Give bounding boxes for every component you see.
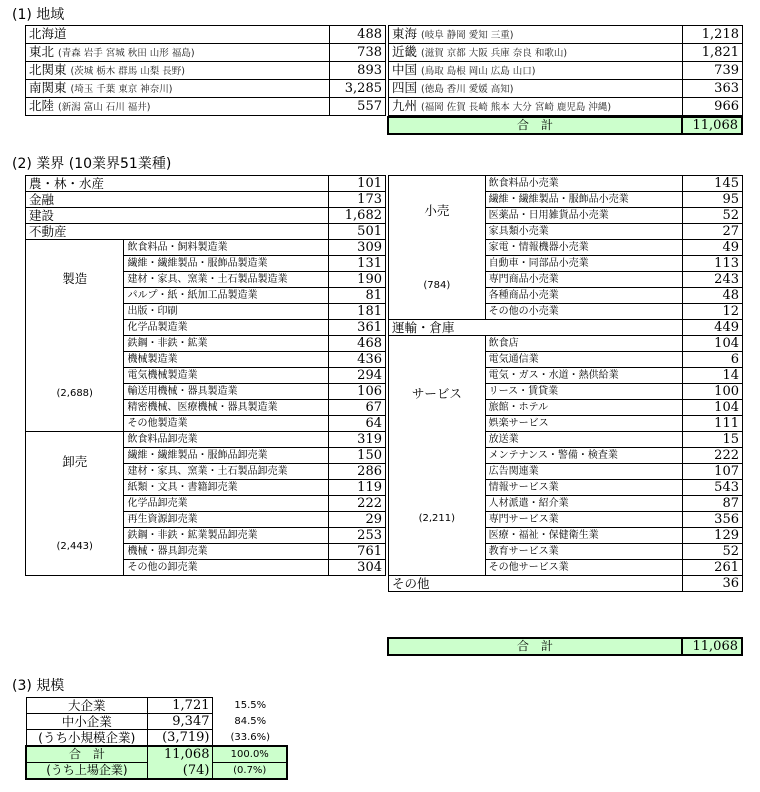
scale-name: 大企業 xyxy=(26,698,147,714)
industry-sub-name: 旅館・ホテル xyxy=(485,400,683,416)
region-name-cell xyxy=(26,26,330,44)
industry-sub-value: 14 xyxy=(683,368,743,384)
scale-pct: 15.5% xyxy=(234,700,267,711)
industry-value: 101 xyxy=(329,176,386,192)
industry-value: 501 xyxy=(329,224,386,240)
scale-value: 9,347 xyxy=(147,714,213,730)
region-name-cell xyxy=(26,80,330,98)
region-value: 3,285 xyxy=(330,80,386,98)
industry-sub-value: 222 xyxy=(329,496,386,512)
industry-sub-name: 飲食料品卸売業 xyxy=(124,432,329,448)
industry-sub-value: 100 xyxy=(683,384,743,400)
region-name-cell xyxy=(389,26,683,44)
industry-sub-value: 222 xyxy=(683,448,743,464)
scale-listed-value: (74) xyxy=(147,763,213,780)
group-name: 小売 xyxy=(424,202,450,218)
scale-listed-row xyxy=(26,763,287,780)
industry-subrow xyxy=(389,336,743,352)
industry-sub-name: 娯楽サービス xyxy=(485,416,683,432)
industry-value: 449 xyxy=(683,320,743,336)
industry-sub-name: 医薬品・日用雑貨品小売業 xyxy=(485,208,683,224)
industry-sub-value: 95 xyxy=(683,192,743,208)
region-value: 488 xyxy=(330,26,386,44)
industry-value: 1,682 xyxy=(329,208,386,224)
region-detail: (岐阜 静岡 愛知 三重) xyxy=(421,30,514,41)
industry-sub-name: リース・賃貸業 xyxy=(485,384,683,400)
industry-sub-name: 飲食料品・飼料製造業 xyxy=(124,240,329,256)
industry-subrow xyxy=(389,176,743,192)
scale-pct: 84.5% xyxy=(234,716,267,727)
industry-sub-value: 64 xyxy=(329,416,386,432)
industry-sub-name: 機械製造業 xyxy=(124,352,329,368)
industry-sub-value: 190 xyxy=(329,272,386,288)
region-name-cell xyxy=(389,44,683,62)
group-count: (2,688) xyxy=(56,387,93,399)
industry-table-right xyxy=(388,175,743,592)
industry-sub-name: 鉄鋼・非鉄・鉱業製品卸売業 xyxy=(124,528,329,544)
industry-sub-value: 361 xyxy=(329,320,386,336)
region-row xyxy=(26,98,386,116)
industry-sub-value: 52 xyxy=(683,544,743,560)
industry-sub-value: 436 xyxy=(329,352,386,368)
region-value: 739 xyxy=(683,62,743,80)
group-count: (2,211) xyxy=(418,512,456,524)
industry-sub-name: 広告関連業 xyxy=(485,464,683,480)
region-name: 南関東 xyxy=(29,80,67,95)
industry-row xyxy=(389,576,743,592)
region-name: 北海道 xyxy=(29,26,67,41)
industry-sub-name: 精密機械、医療機械・器具製造業 xyxy=(124,400,329,416)
region-name-cell xyxy=(389,62,683,80)
region-table-right xyxy=(388,25,743,116)
region-name-cell xyxy=(26,98,330,116)
industry-sub-name: 鉄鋼・非鉄・鉱業 xyxy=(124,336,329,352)
scale-pct: (33.6%) xyxy=(230,731,271,743)
region-name: 北陸 xyxy=(29,98,55,113)
industry-sub-value: 129 xyxy=(683,528,743,544)
industry-sub-name: 繊維・繊維製品・服飾品卸売業 xyxy=(124,448,329,464)
scale-listed-name: (うち上場企業) xyxy=(26,763,147,780)
scale-section-title: (3) 規模 xyxy=(12,678,65,694)
industry-sub-value: 52 xyxy=(683,208,743,224)
industry-value: 173 xyxy=(329,192,386,208)
region-detail: (青森 岩手 宮城 秋田 山形 福島) xyxy=(58,48,195,59)
scale-name: 中小企業 xyxy=(26,714,147,730)
industry-sub-value: 27 xyxy=(683,224,743,240)
industry-sub-name: パルプ・紙・紙加工品製造業 xyxy=(124,288,329,304)
industry-sub-value: 286 xyxy=(329,464,386,480)
industry-sub-name: 紙類・文具・書籍卸売業 xyxy=(124,480,329,496)
industry-sub-value: 106 xyxy=(329,384,386,400)
industry-sub-value: 319 xyxy=(329,432,386,448)
region-name: 中国 xyxy=(392,62,418,77)
industry-sub-value: 243 xyxy=(683,272,743,288)
scale-table xyxy=(25,697,288,780)
industry-sub-name: 情報サービス業 xyxy=(485,480,683,496)
industry-sub-value: 356 xyxy=(683,512,743,528)
industry-sub-name: 建材・家具、窯業・土石製品卸売業 xyxy=(124,464,329,480)
industry-row xyxy=(26,224,386,240)
industry-sub-name: 化学品卸売業 xyxy=(124,496,329,512)
industry-sub-name: 電気機械製造業 xyxy=(124,368,329,384)
industry-sub-name: 各種商品小売業 xyxy=(485,288,683,304)
region-name-cell xyxy=(389,80,683,98)
region-name-cell xyxy=(26,44,330,62)
industry-sub-value: 253 xyxy=(329,528,386,544)
region-row xyxy=(389,62,743,80)
industry-sub-value: 111 xyxy=(683,416,743,432)
industry-sub-name: 電気・ガス・水道・熱供給業 xyxy=(485,368,683,384)
industry-group-retail xyxy=(389,176,486,320)
region-detail: (鳥取 島根 岡山 広島 山口) xyxy=(421,66,536,77)
region-detail: (茨城 栃木 群馬 山梨 長野) xyxy=(70,66,186,77)
industry-sub-name: 飲食店 xyxy=(485,336,683,352)
region-row xyxy=(389,80,743,98)
industry-sub-name: メンテナンス・警備・検査業 xyxy=(485,448,683,464)
industry-sub-name: その他製造業 xyxy=(124,416,329,432)
industry-sub-name: 建材・家具、窯業・土石製品製造業 xyxy=(124,272,329,288)
industry-group-service xyxy=(389,336,486,576)
industry-sub-name: 教育サービス業 xyxy=(485,544,683,560)
region-name-cell xyxy=(26,62,330,80)
industry-section-title: (2) 業界 (10業界51業種) xyxy=(12,156,172,172)
industry-sub-value: 761 xyxy=(329,544,386,560)
region-row xyxy=(389,98,743,116)
industry-total-label: 合 計 xyxy=(388,638,682,655)
region-detail: (埼玉 千葉 東京 神奈川) xyxy=(70,84,173,95)
industry-sub-value: 12 xyxy=(683,304,743,320)
industry-table-left xyxy=(25,175,386,576)
industry-row xyxy=(26,192,386,208)
industry-name: その他 xyxy=(389,576,683,592)
region-value: 738 xyxy=(330,44,386,62)
region-table-left xyxy=(25,25,386,116)
industry-sub-name: 家電・情報機器小売業 xyxy=(485,240,683,256)
region-value: 893 xyxy=(330,62,386,80)
industry-sub-value: 309 xyxy=(329,240,386,256)
region-value: 363 xyxy=(683,80,743,98)
industry-sub-name: 機械・器具卸売業 xyxy=(124,544,329,560)
region-name: 近畿 xyxy=(392,44,418,59)
region-value: 966 xyxy=(683,98,743,116)
industry-row xyxy=(26,176,386,192)
region-name: 四国 xyxy=(392,80,418,95)
industry-sub-name: 輸送用機械・器具製造業 xyxy=(124,384,329,400)
region-row xyxy=(26,62,386,80)
industry-sub-value: 150 xyxy=(329,448,386,464)
scale-value: (3,719) xyxy=(147,730,213,747)
industry-sub-name: その他の卸売業 xyxy=(124,560,329,576)
scale-value: 1,721 xyxy=(147,698,213,714)
industry-value: 36 xyxy=(683,576,743,592)
industry-sub-name: 医療・福祉・保健衛生業 xyxy=(485,528,683,544)
industry-sub-name: 繊維・繊維製品・服飾品小売業 xyxy=(485,192,683,208)
scale-total-row xyxy=(26,746,287,763)
industry-sub-value: 104 xyxy=(683,400,743,416)
region-value: 1,218 xyxy=(683,26,743,44)
industry-name: 不動産 xyxy=(26,224,329,240)
industry-sub-name: 自動車・同部品小売業 xyxy=(485,256,683,272)
industry-sub-value: 145 xyxy=(683,176,743,192)
industry-sub-value: 304 xyxy=(329,560,386,576)
industry-group-wholesale xyxy=(26,432,124,576)
region-section-title: (1) 地域 xyxy=(12,7,65,23)
industry-sub-name: 化学品製造業 xyxy=(124,320,329,336)
industry-sub-value: 81 xyxy=(329,288,386,304)
region-total-table xyxy=(387,116,743,135)
industry-sub-name: 飲食料品小売業 xyxy=(485,176,683,192)
industry-sub-name: 出版・印刷 xyxy=(124,304,329,320)
industry-subrow xyxy=(26,432,386,448)
region-name: 北関東 xyxy=(29,62,67,77)
industry-sub-value: 15 xyxy=(683,432,743,448)
scale-row xyxy=(26,714,287,730)
industry-sub-name: その他の小売業 xyxy=(485,304,683,320)
region-row xyxy=(389,26,743,44)
region-value: 557 xyxy=(330,98,386,116)
industry-sub-value: 543 xyxy=(683,480,743,496)
industry-sub-value: 181 xyxy=(329,304,386,320)
industry-sub-name: 人材派遣・紹介業 xyxy=(485,496,683,512)
industry-sub-name: 電気通信業 xyxy=(485,352,683,368)
region-detail: (新潟 富山 石川 福井) xyxy=(58,102,151,113)
industry-sub-name: 専門サービス業 xyxy=(485,512,683,528)
industry-sub-name: 放送業 xyxy=(485,432,683,448)
industry-sub-value: 104 xyxy=(683,336,743,352)
industry-total-value: 11,068 xyxy=(682,638,742,655)
industry-sub-value: 29 xyxy=(329,512,386,528)
scale-row xyxy=(26,698,287,714)
region-value: 1,821 xyxy=(683,44,743,62)
region-name-cell xyxy=(389,98,683,116)
region-detail: (徳島 香川 愛媛 高知) xyxy=(421,84,514,95)
region-name: 東北 xyxy=(29,44,55,59)
industry-sub-name: 繊維・繊維製品・服飾品製造業 xyxy=(124,256,329,272)
industry-subrow xyxy=(26,240,386,256)
industry-name: 農・林・水産 xyxy=(26,176,329,192)
scale-total-name: 合 計 xyxy=(26,746,147,763)
industry-name: 建設 xyxy=(26,208,329,224)
region-row xyxy=(26,80,386,98)
region-row xyxy=(389,44,743,62)
region-detail: (福岡 佐賀 長崎 熊本 大分 宮崎 鹿児島 沖縄) xyxy=(421,102,612,113)
industry-sub-name: 再生資源卸売業 xyxy=(124,512,329,528)
group-count: (2,443) xyxy=(56,540,93,552)
industry-sub-value: 49 xyxy=(683,240,743,256)
scale-total-pct: 100.0% xyxy=(213,746,287,763)
industry-sub-name: その他サービス業 xyxy=(485,560,683,576)
group-name: 卸売 xyxy=(62,453,88,469)
industry-sub-value: 131 xyxy=(329,256,386,272)
industry-row xyxy=(389,320,743,336)
region-row xyxy=(26,44,386,62)
industry-sub-value: 261 xyxy=(683,560,743,576)
region-total-value: 11,068 xyxy=(682,117,742,134)
industry-total-table xyxy=(387,637,743,656)
industry-group-manufacturing xyxy=(26,240,124,432)
region-detail: (滋賀 京都 大阪 兵庫 奈良 和歌山) xyxy=(421,48,568,59)
region-total-label: 合 計 xyxy=(388,117,682,134)
industry-sub-name: 家具類小売業 xyxy=(485,224,683,240)
region-row xyxy=(26,26,386,44)
scale-total-value: 11,068 xyxy=(147,746,213,763)
industry-sub-value: 6 xyxy=(683,352,743,368)
industry-sub-value: 468 xyxy=(329,336,386,352)
industry-sub-value: 113 xyxy=(683,256,743,272)
industry-name: 金融 xyxy=(26,192,329,208)
region-name: 九州 xyxy=(392,98,418,113)
scale-row xyxy=(26,730,287,747)
industry-sub-value: 48 xyxy=(683,288,743,304)
group-name: サービス xyxy=(411,385,462,401)
group-name: 製造 xyxy=(62,270,88,286)
industry-sub-name: 専門商品小売業 xyxy=(485,272,683,288)
scale-listed-pct: (0.7%) xyxy=(213,763,287,780)
industry-sub-value: 107 xyxy=(683,464,743,480)
industry-sub-value: 67 xyxy=(329,400,386,416)
industry-sub-value: 119 xyxy=(329,480,386,496)
group-count: (784) xyxy=(423,279,451,291)
region-name: 東海 xyxy=(392,26,418,41)
scale-name: (うち小規模企業) xyxy=(26,730,147,747)
industry-sub-value: 87 xyxy=(683,496,743,512)
industry-row xyxy=(26,208,386,224)
industry-sub-value: 294 xyxy=(329,368,386,384)
industry-name: 運輸・倉庫 xyxy=(389,320,683,336)
